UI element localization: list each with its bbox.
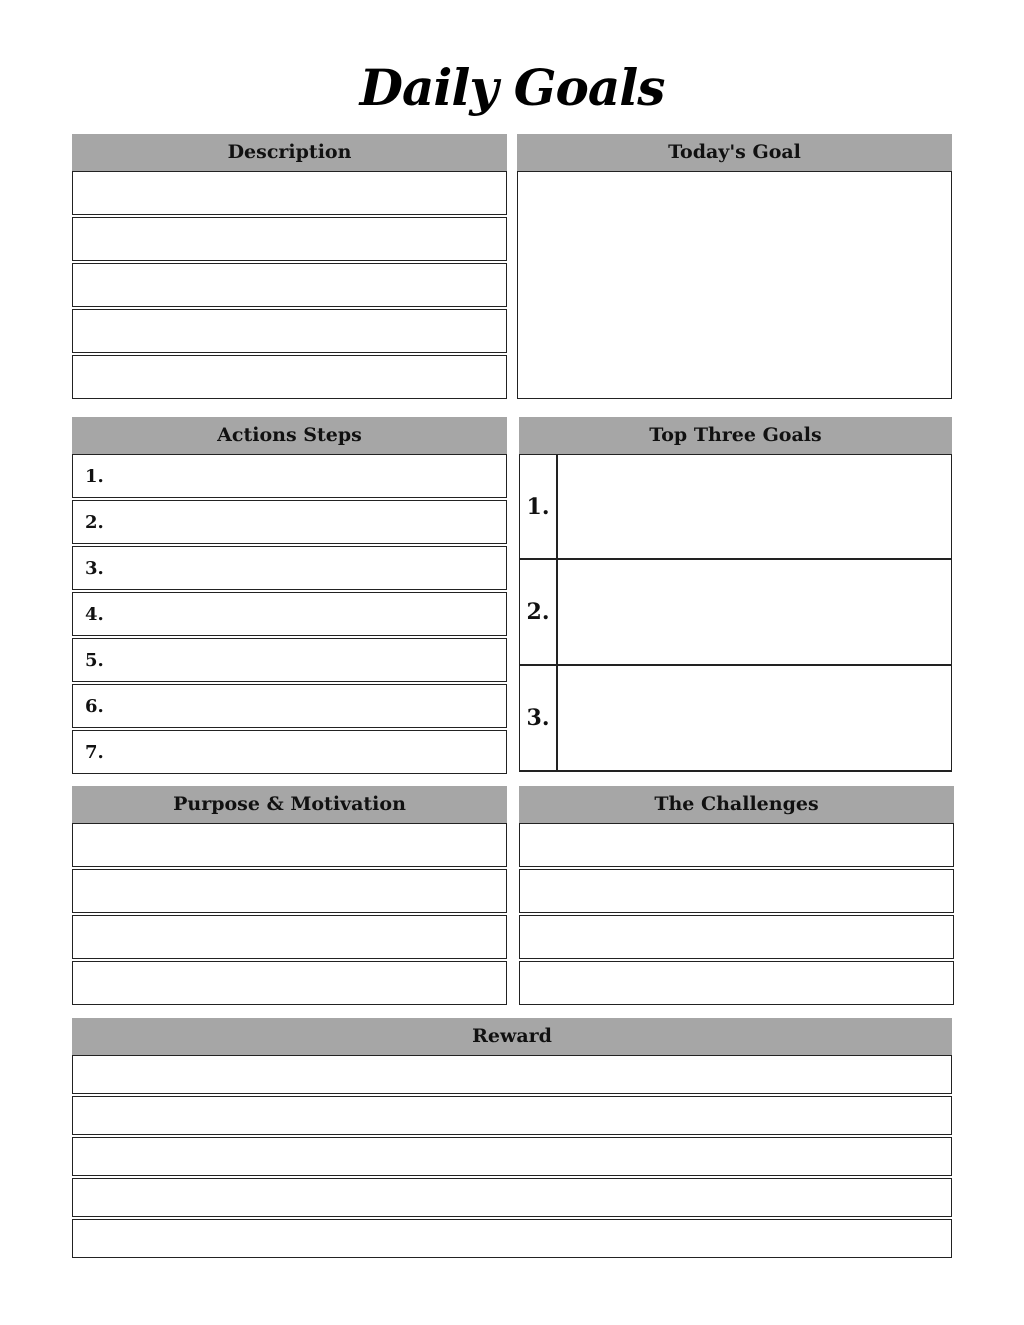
todays-goal-header: Today's Goal xyxy=(517,134,952,171)
description-line-5[interactable] xyxy=(72,355,507,399)
top-goal-field[interactable] xyxy=(558,455,951,558)
top-goal-number: 2. xyxy=(520,560,558,664)
purpose-motivation-rows xyxy=(72,823,507,1005)
description-header: Description xyxy=(72,134,507,171)
action-step-number: 4. xyxy=(85,604,104,625)
reward-line-3[interactable] xyxy=(72,1137,952,1176)
challenges-header: The Challenges xyxy=(519,786,954,823)
action-step-number: 5. xyxy=(85,650,104,671)
action-steps-header: Actions Steps xyxy=(72,417,507,454)
action-step-row[interactable] xyxy=(72,454,507,498)
challenges-rows xyxy=(519,823,954,1005)
top-goal-row[interactable] xyxy=(519,666,952,772)
top-goal-row[interactable] xyxy=(519,454,952,560)
challenge-line-2[interactable] xyxy=(519,869,954,913)
description-rows xyxy=(72,171,507,399)
purpose-line-4[interactable] xyxy=(72,961,507,1005)
reward-line-5[interactable] xyxy=(72,1219,952,1258)
action-step-row[interactable] xyxy=(72,592,507,636)
challenges-section xyxy=(519,786,954,1007)
action-step-number: 7. xyxy=(85,742,104,763)
purpose-line-1[interactable] xyxy=(72,823,507,867)
action-step-row[interactable] xyxy=(72,730,507,774)
description-line-4[interactable] xyxy=(72,309,507,353)
description-line-3[interactable] xyxy=(72,263,507,307)
top-three-goals-rows xyxy=(519,454,952,772)
challenge-line-4[interactable] xyxy=(519,961,954,1005)
action-steps-rows xyxy=(72,454,507,774)
purpose-line-3[interactable] xyxy=(72,915,507,959)
action-step-row[interactable] xyxy=(72,638,507,682)
top-goal-number: 1. xyxy=(520,455,558,558)
purpose-motivation-header: Purpose & Motivation xyxy=(72,786,507,823)
page-title: Daily Goals xyxy=(359,58,665,117)
description-line-1[interactable] xyxy=(72,171,507,215)
challenge-line-1[interactable] xyxy=(519,823,954,867)
purpose-motivation-section xyxy=(72,786,507,1007)
action-step-row[interactable] xyxy=(72,684,507,728)
challenge-line-3[interactable] xyxy=(519,915,954,959)
action-steps-section xyxy=(72,417,507,776)
reward-header: Reward xyxy=(72,1018,952,1055)
action-step-number: 6. xyxy=(85,696,104,717)
top-three-goals-section xyxy=(519,417,952,772)
todays-goal-box[interactable] xyxy=(517,171,952,399)
action-step-number: 3. xyxy=(85,558,104,579)
reward-section xyxy=(72,1018,952,1260)
purpose-line-2[interactable] xyxy=(72,869,507,913)
action-step-number: 2. xyxy=(85,512,104,533)
action-step-number: 1. xyxy=(85,466,104,487)
action-step-row[interactable] xyxy=(72,500,507,544)
description-line-2[interactable] xyxy=(72,217,507,261)
top-goal-row[interactable] xyxy=(519,560,952,666)
top-goal-number: 3. xyxy=(520,666,558,770)
todays-goal-section xyxy=(517,134,952,399)
reward-line-4[interactable] xyxy=(72,1178,952,1217)
top-goal-field[interactable] xyxy=(558,560,951,664)
description-section xyxy=(72,134,507,401)
reward-rows xyxy=(72,1055,952,1258)
reward-line-2[interactable] xyxy=(72,1096,952,1135)
top-three-goals-header: Top Three Goals xyxy=(519,417,952,454)
top-goal-field[interactable] xyxy=(558,666,951,770)
reward-line-1[interactable] xyxy=(72,1055,952,1094)
action-step-row[interactable] xyxy=(72,546,507,590)
